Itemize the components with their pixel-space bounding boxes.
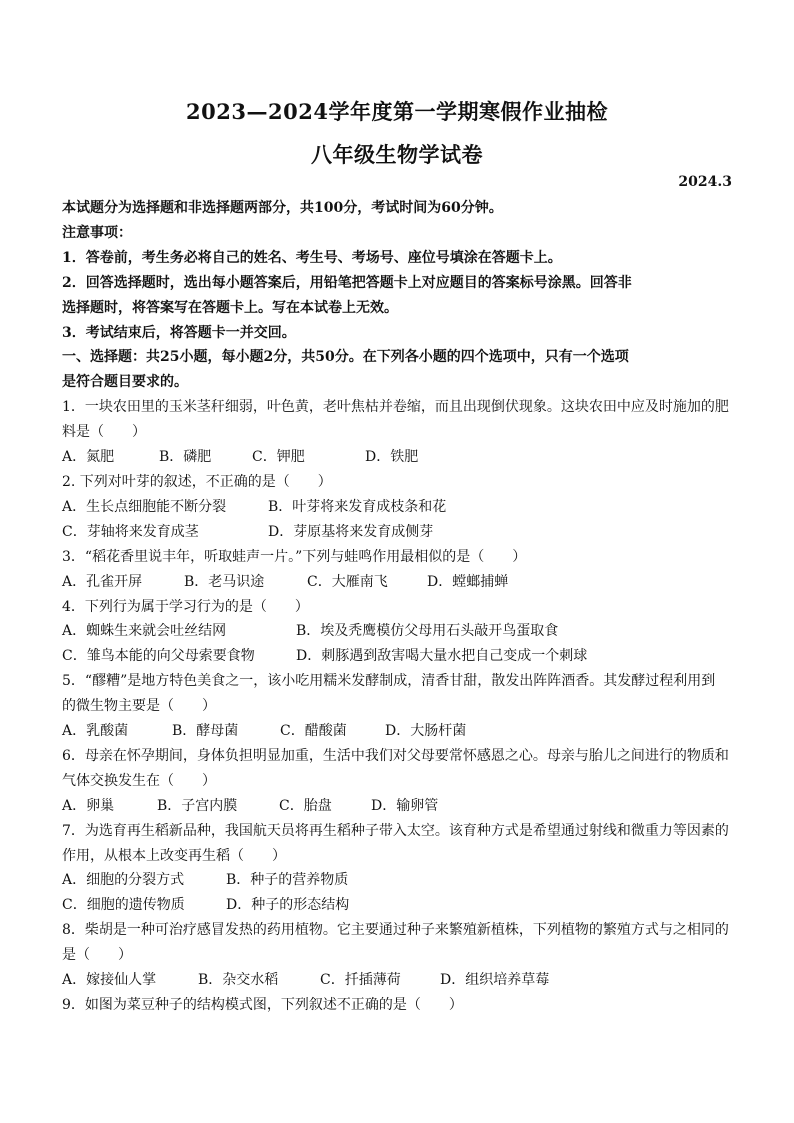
question-6-stem: 6．母亲在怀孕期间，身体负担明显加重，生活中我们对父母要常怀感恩之心。母亲与胎儿之间进行的物质和 (62, 747, 729, 764)
exam-title: 2023—2024学年度第一学期寒假作业抽检 (186, 99, 608, 124)
option-d[interactable]: D．输卵管 (371, 797, 439, 814)
option-a[interactable]: A．卵巢 (62, 797, 115, 814)
option-b[interactable]: B．叶芽将来发育成枝条和花 (268, 498, 447, 515)
option-d[interactable]: D．大肠杆菌 (385, 723, 467, 740)
question-3-options (62, 570, 734, 595)
option-d[interactable]: D．芽原基将来发育成侧芽 (268, 523, 434, 540)
note-2: 2．回答选择题时，选出每小题答案后，用铅笔把答题卡上对应题目的答案标号涂黑。回答非 (62, 274, 632, 291)
option-b[interactable]: B．埃及秃鹰模仿父母用石头敲开鸟蛋取食 (296, 623, 559, 640)
note-3: 3．考试结束后，将答题卡一并交回。 (62, 324, 296, 341)
option-b[interactable]: B．子宫内膜 (157, 797, 238, 814)
option-c[interactable]: C．雏鸟本能的向父母索要食物 (62, 648, 255, 665)
question-2-options-row2 (62, 520, 734, 545)
option-a[interactable]: A．乳酸菌 (62, 723, 129, 740)
question-9-stem: 9．如图为菜豆种子的结构模式图，下列叙述不正确的是（ ） (62, 997, 463, 1013)
option-d[interactable]: D．组织培养草莓 (440, 972, 550, 989)
exam-date: 2024.3 (678, 174, 732, 190)
option-b[interactable]: B．老马识途 (184, 573, 265, 590)
note-2-cont: 选择题时，将答案写在答题卡上。写在本试卷上无效。 (62, 299, 398, 316)
option-b[interactable]: B．磷肥 (159, 449, 212, 466)
option-c[interactable]: C．大雁南飞 (307, 573, 388, 590)
question-8-options (62, 968, 734, 993)
question-8-stem: 8．柴胡是一种可治疗感冒发热的药用植物。它主要通过种子来繁殖新植株，下列植物的繁殖方式与之相同的 (62, 922, 729, 939)
option-d[interactable]: D．螳螂捕蝉 (427, 573, 509, 590)
option-a[interactable]: A．蜘蛛生来就会吐丝结网 (62, 623, 227, 640)
question-7-stem: 7．为选育再生稻新品种，我国航天员将再生稻种子带入太空。该育种方式是希望通过射线和微重力等因素的 (62, 822, 729, 839)
question-5-stem-cont: 的微生物主要是（ ） (62, 698, 216, 715)
option-a[interactable]: A．细胞的分裂方式 (62, 872, 185, 889)
option-c[interactable]: C．钾肥 (252, 449, 305, 466)
note-1: 1．答卷前，考生务必将自己的姓名、考生号、考场号、座位号填涂在答题卡上。 (62, 249, 562, 266)
question-2-stem: 2. 下列对叶芽的叙述，不正确的是（ ） (62, 473, 332, 490)
section-heading: 一、选择题：共25小题，每小题2分，共50分。在下列各小题的四个选项中，只有一个选项 (62, 349, 629, 366)
question-6-stem-cont: 气体交换发生在（ ） (62, 772, 216, 789)
section-heading-cont: 是符合题目要求的。 (62, 374, 188, 391)
question-7-stem-cont: 作用，从根本上改变再生稻（ ） (62, 847, 286, 864)
option-c[interactable]: C．扦插薄荷 (320, 972, 401, 989)
question-4-stem: 4．下列行为属于学习行为的是（ ） (62, 598, 309, 615)
option-b[interactable]: B．杂交水稻 (198, 972, 279, 989)
question-3-stem: 3．“稻花香里说丰年，听取蛙声一片。”下列与蛙鸣作用最相似的是（ ） (62, 548, 527, 565)
option-c[interactable]: C．芽轴将来发育成茎 (62, 523, 199, 540)
question-2-options-row1 (62, 495, 734, 520)
question-7-options-row1 (62, 868, 734, 893)
question-1-stem: 1．一块农田里的玉米茎秆细弱，叶色黄，老叶焦枯并卷缩，而且出现倒伏现象。这块农田中应及时施加的肥 (62, 399, 729, 416)
option-c[interactable]: C．醋酸菌 (280, 723, 347, 740)
option-d[interactable]: D．种子的形态结构 (226, 897, 350, 914)
question-8-stem-cont: 是（ ） (62, 947, 132, 964)
option-a[interactable]: A．生长点细胞能不断分裂 (62, 498, 227, 515)
intro-line: 本试题分为选择题和非选择题两部分，共100分，考试时间为60分钟。 (62, 200, 503, 216)
question-7-options-row2 (62, 893, 734, 918)
question-1-options (62, 445, 734, 470)
option-a[interactable]: A．嫁接仙人掌 (62, 972, 157, 989)
option-a[interactable]: A．孔雀开屏 (62, 573, 143, 590)
question-4-options-row1 (62, 619, 734, 644)
option-a[interactable]: A．氮肥 (62, 449, 115, 466)
option-d[interactable]: D．刺豚遇到敌害喝大量水把自己变成一个刺球 (296, 648, 588, 665)
option-c[interactable]: C．胎盘 (279, 797, 332, 814)
question-5-stem: 5．“醪糟”是地方特色美食之一，该小吃用糯米发酵制成，清香甘甜，散发出阵阵酒香。其发酵过程利用到 (62, 673, 716, 690)
question-5-options (62, 719, 734, 744)
question-4-options-row2 (62, 644, 734, 669)
option-b[interactable]: B．酵母菌 (172, 723, 239, 740)
option-b[interactable]: B．种子的营养物质 (226, 872, 349, 889)
option-c[interactable]: C．细胞的遗传物质 (62, 897, 185, 914)
option-d[interactable]: D．铁肥 (365, 449, 419, 466)
notes-title: 注意事项： (62, 224, 132, 241)
question-6-options (62, 794, 734, 819)
exam-subtitle: 八年级生物学试卷 (311, 142, 483, 167)
question-1-stem-cont: 料是（ ） (62, 424, 146, 441)
exam-content (62, 196, 734, 1018)
